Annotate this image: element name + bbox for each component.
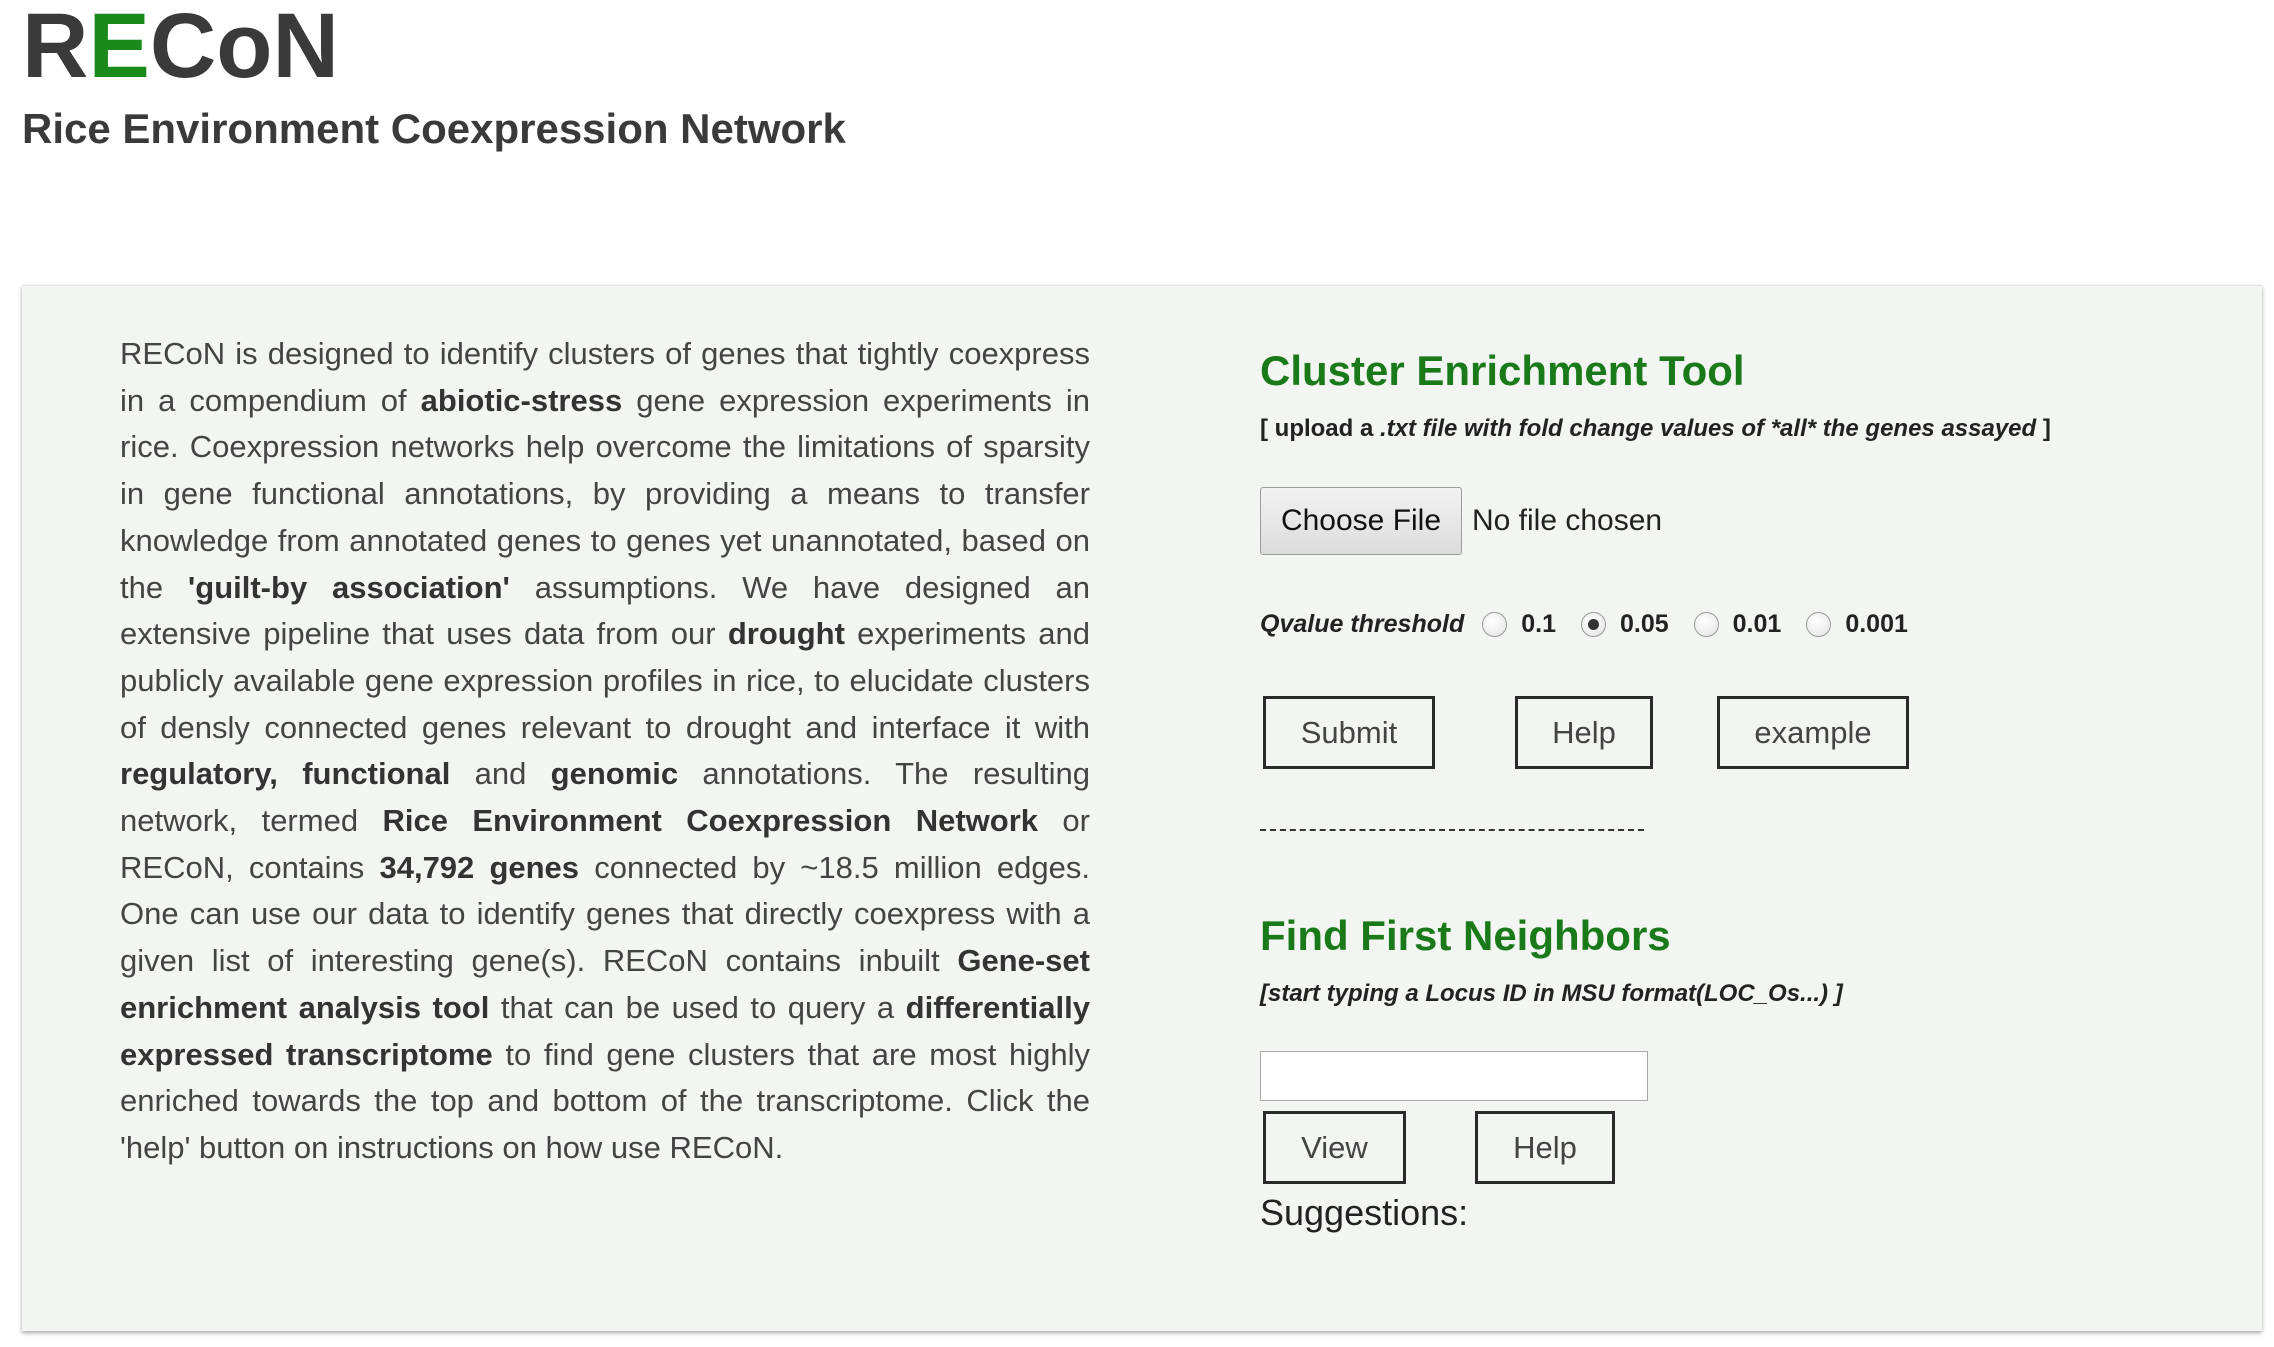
description-text: assumptions. We have designed an extensive pipeline that uses data from our: [120, 569, 1090, 652]
upload-hint: [1260, 414, 2051, 444]
upload-hint-open: [ upload a: [1260, 415, 1380, 442]
qvalue-option-label: 0.05: [1619, 609, 1669, 638]
main-panel: [22, 285, 2262, 1331]
description-text: that can be used to query a: [489, 989, 906, 1025]
description-emphasis: Gene-set enrichment analysis tool: [120, 943, 1090, 1025]
qvalue-radio-0-05[interactable]: [1581, 612, 1606, 637]
intro-description: [120, 331, 1090, 1172]
logo-letter-e: E: [88, 0, 150, 97]
description-text: to find gene clusters that are most highly enriched towards the top and bottom of the transcriptome. Click the 'help' button on instructions on how use RECoN.: [120, 1036, 1090, 1165]
find-neighbors-title: Find First Neighbors: [1260, 912, 1671, 959]
cluster-enrichment-title: Cluster Enrichment Tool: [1260, 347, 1745, 394]
locus-hint: [start typing a Locus ID in MSU format(LOC_Os...) ]: [1260, 980, 1843, 1007]
logo-letter-r: R: [22, 0, 89, 97]
view-button[interactable]: View: [1263, 1111, 1406, 1184]
site-subtitle: Rice Environment Coexpression Network: [22, 105, 846, 152]
description-emphasis: genomic: [550, 756, 679, 792]
neighbors-help-button[interactable]: Help: [1475, 1111, 1615, 1184]
qvalue-option-label: 0.1: [1521, 609, 1556, 638]
description-emphasis: drought: [727, 616, 845, 652]
description-text: RECoN is designed to identify clusters of genes that tightly coexpress in a compendium of: [120, 336, 1090, 418]
site-logo[interactable]: [22, 0, 339, 97]
qvalue-radio-0-01[interactable]: [1694, 612, 1719, 637]
locus-id-input[interactable]: [1260, 1051, 1648, 1101]
description-text: or RECoN, contains: [120, 803, 1090, 885]
description-text: and: [450, 756, 551, 792]
description-emphasis: 'guilt-by association': [187, 569, 510, 605]
upload-hint-ext: .txt file with fold change values of *all* the genes assayed: [1380, 415, 2037, 442]
example-button[interactable]: example: [1717, 696, 1909, 769]
description-emphasis: 34,792 genes: [379, 849, 580, 885]
description-emphasis: abiotic-stress: [420, 382, 623, 418]
file-upload: [1260, 486, 1662, 556]
qvalue-radio-0-001[interactable]: [1806, 612, 1831, 637]
qvalue-option-label: 0.01: [1732, 609, 1782, 638]
section-separator: [1260, 829, 1644, 831]
description-text: annotations. The resulting network, termed: [120, 756, 1090, 839]
qvalue-radio-0-1[interactable]: [1482, 612, 1507, 637]
qvalue-option-label: 0.001: [1845, 609, 1908, 638]
description-text: gene expression experiments in rice. Coexpression networks help overcome the limitations of sparsity in gene functional annotations, by providing a means to transfer knowledge from annotated genes to genes yet unannotated, based on the: [120, 382, 1091, 605]
logo-letters-con: CoN: [149, 0, 339, 97]
description-text: connected by ~18.5 million edges. One can use our data to identify genes that directly coexpress with a given list of interesting gene(s). RECoN contains inbuilt: [120, 849, 1090, 979]
upload-hint-close: ]: [2036, 415, 2051, 442]
tools-column: [1260, 286, 2220, 1331]
suggestions-label: Suggestions:: [1260, 1192, 1469, 1233]
choose-file-button[interactable]: Choose File: [1260, 487, 1462, 555]
description-emphasis: differentially expressed transcriptome: [120, 989, 1090, 1072]
submit-button[interactable]: Submit: [1263, 696, 1435, 769]
description-emphasis: Rice Environment Coexpression Network: [382, 803, 1039, 839]
description-text: experiments and publicly available gene expression profiles in rice, to elucidate clusters of densly connected genes relevant to drought and interface it with: [120, 616, 1090, 745]
file-status: No file chosen: [1472, 504, 1663, 537]
qvalue-label: Qvalue threshold: [1260, 609, 1465, 638]
description-emphasis: regulatory, functional: [120, 756, 451, 792]
enrichment-help-button[interactable]: Help: [1515, 696, 1653, 769]
qvalue-threshold: [1260, 604, 1933, 644]
